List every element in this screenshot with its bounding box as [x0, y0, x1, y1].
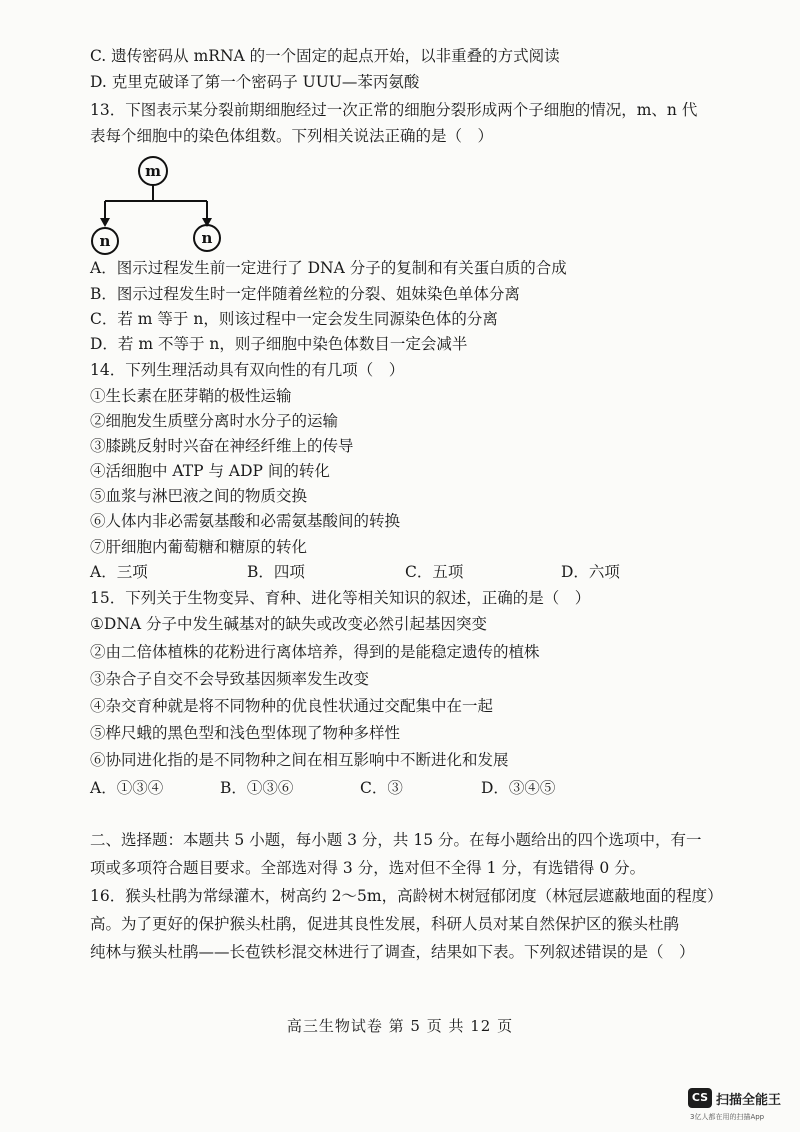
q14-option-c: C．五项 — [405, 563, 464, 581]
q13-option-d: D．若 m 不等于 n，则子细胞中染色体数目一定会减半 — [90, 335, 468, 353]
q14-option-b: B．四项 — [247, 563, 305, 581]
q13-option-b: B．图示过程发生时一定伴随着丝粒的分裂、姐妹染色单体分离 — [90, 285, 520, 303]
daughter-left-label: n — [99, 232, 111, 250]
q15-stem: 15．下列关于生物变异、育种、进化等相关知识的叙述，正确的是（ ） — [90, 589, 591, 607]
q14-option-a: A．三项 — [90, 563, 148, 581]
q12-option-d: D. 克里克破译了第一个密码子 UUU—苯丙氨酸 — [90, 73, 420, 91]
q13-option-c: C．若 m 等于 n，则该过程中一定会发生同源染色体的分离 — [90, 310, 498, 328]
cell-division-diagram — [90, 154, 230, 258]
q15-option-d: D．③④⑤ — [481, 779, 556, 797]
q15-item-6: ⑥协同进化指的是不同物种之间在相互影响中不断进化和发展 — [90, 751, 509, 769]
q14-item-2: ②细胞发生质壁分离时水分子的运输 — [90, 412, 339, 430]
q15-item-5: ⑤桦尺蛾的黑色型和浅色型体现了物种多样性 — [90, 724, 401, 742]
q15-item-4: ④杂交育种就是将不同物种的优良性状通过交配集中在一起 — [90, 697, 494, 715]
parent-cell-label: m — [145, 162, 161, 180]
daughter-cell-right — [194, 225, 220, 251]
q13-stem-line2: 表每个细胞中的染色体组数。下列相关说法正确的是（ ） — [90, 127, 494, 145]
q15-item-2: ②由二倍体植株的花粉进行离体培养，得到的是能稳定遗传的植株 — [90, 643, 540, 661]
scanner-tagline: 3亿人都在用的扫描App — [690, 1113, 765, 1121]
q14-stem: 14．下列生理活动具有双向性的有几项（ ） — [90, 361, 405, 379]
daughter-right-label: n — [201, 229, 213, 247]
scanner-watermark — [688, 1088, 800, 1132]
q14-item-3: ③膝跳反射时兴奋在神经纤维上的传导 — [90, 437, 354, 455]
left-arrowhead — [100, 218, 110, 227]
q15-option-b: B．①③⑥ — [220, 779, 294, 797]
section2-heading-line1: 二、选择题：本题共 5 小题，每小题 3 分，共 15 分。在每小题给出的四个选项中，有一 — [90, 831, 702, 849]
q14-item-4: ④活细胞中 ATP 与 ADP 间的转化 — [90, 462, 330, 480]
q14-item-7: ⑦肝细胞内葡萄糖和糖原的转化 — [90, 538, 308, 556]
q15-item-3: ③杂合子自交不会导致基因频率发生改变 — [90, 670, 370, 688]
parent-cell — [139, 157, 167, 185]
q14-item-6: ⑥人体内非必需氨基酸和必需氨基酸间的转换 — [90, 512, 401, 530]
q14-item-1: ①生长素在胚芽鞘的极性运输 — [90, 387, 292, 405]
q16-line3: 纯林与猴头杜鹃——长苞铁杉混交林进行了调查，结果如下表。下列叙述错误的是（ ） — [90, 943, 695, 961]
q16-line2: 高。为了更好的保护猴头杜鹃，促进其良性发展，科研人员对某自然保护区的猴头杜鹃 — [90, 915, 680, 933]
q15-item-1: ①DNA 分子中发生碱基对的缺失或改变必然引起基因突变 — [90, 615, 488, 633]
q13-option-a: A．图示过程发生前一定进行了 DNA 分子的复制和有关蛋白质的合成 — [90, 259, 567, 277]
q12-option-c: C. 遗传密码从 mRNA 的一个固定的起点开始，以非重叠的方式阅读 — [90, 47, 560, 65]
page-footer: 高三生物试卷 第 5 页 共 12 页 — [286, 1017, 514, 1035]
q14-option-d: D．六项 — [561, 563, 620, 581]
q16-line1: 16．猴头杜鹃为常绿灌木，树高约 2～5m，高龄树木树冠郁闭度（林冠层遮蔽地面的程度） — [90, 887, 723, 905]
scanner-app-name: 扫描全能王 — [716, 1093, 782, 1108]
q15-option-a: A．①③④ — [90, 779, 164, 797]
q15-option-c: C．③ — [360, 779, 403, 797]
section2-heading-line2: 项或多项符合题目要求。全部选对得 3 分，选对但不全得 1 分，有选错得 0 分。 — [90, 859, 646, 877]
q13-stem-line1: 13．下图表示某分裂前期细胞经过一次正常的细胞分裂形成两个子细胞的情况，m、n 代 — [90, 101, 698, 119]
q14-item-5: ⑤血浆与淋巴液之间的物质交换 — [90, 487, 308, 505]
daughter-cell-left — [92, 228, 118, 254]
scanner-logo-icon: CS — [688, 1088, 712, 1108]
